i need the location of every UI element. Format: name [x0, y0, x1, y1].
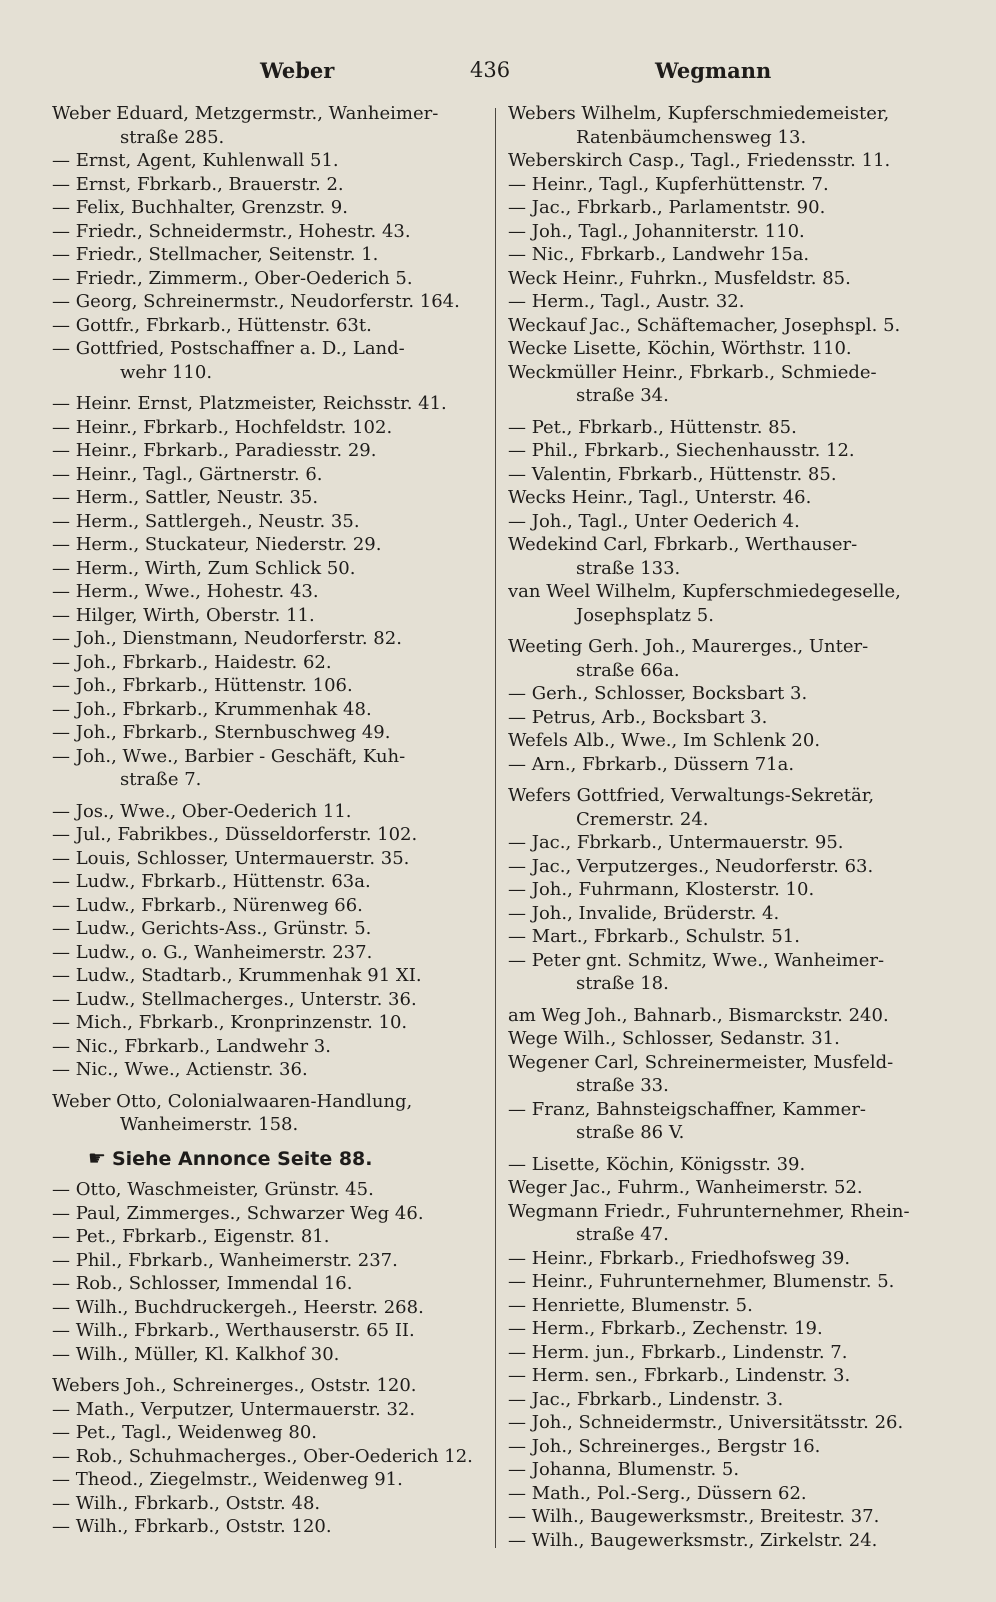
directory-entry-line: — Jac., Verputzerges., Neudorferstr. 63.: [508, 855, 874, 877]
directory-entry-line: Weckmüller Heinr., Fbrkarb., Schmiede-: [508, 361, 877, 383]
directory-entry-line: Weber Otto, Colonialwaaren-Handlung,: [52, 1090, 413, 1112]
directory-entry-line: — Wilh., Müller, Kl. Kalkhof 30.: [52, 1343, 340, 1365]
directory-entry-line: — Rob., Schlosser, Immendal 16.: [52, 1273, 353, 1294]
directory-entry-line: — Arn., Fbrkarb., Düssern 71a.: [508, 753, 795, 775]
directory-entry-line: — Herm., Sattlergeh., Neustr. 35.: [52, 510, 360, 532]
column-divider: [495, 108, 496, 1548]
page-header: [50, 58, 930, 88]
directory-entry-line: — Herm., Wwe., Hohestr. 43.: [52, 581, 319, 602]
directory-entry-line: — Paul, Zimmerges., Schwarzer Weg 46.: [52, 1202, 424, 1224]
directory-entry-line: Wefers Gottfried, Verwaltungs-Sekretär,: [508, 785, 875, 806]
directory-entry-line: — Hilger, Wirth, Oberstr. 11.: [52, 604, 315, 626]
directory-entry-line: straße 66a.: [576, 659, 680, 681]
directory-entry-line: — Joh., Invalide, Brüderstr. 4.: [508, 902, 780, 924]
directory-entry-line: — Joh., Fbrkarb., Haidestr. 62.: [52, 651, 332, 673]
directory-entry-line: — Joh., Wwe., Barbier - Geschäft, Kuh-: [52, 745, 406, 767]
directory-entry-line: — Otto, Waschmeister, Grünstr. 45.: [52, 1179, 374, 1200]
directory-entry-line: — Herm., Fbrkarb., Zechenstr. 19.: [508, 1318, 823, 1339]
directory-entry-line: — Gottfried, Postschaffner a. D., Land-: [52, 338, 405, 359]
directory-entry-line: — Wilh., Fbrkarb., Oststr. 48.: [52, 1492, 321, 1514]
directory-entry-line: — Rob., Schuhmacherges., Ober-Oederich 12.: [52, 1445, 473, 1467]
directory-entry-line: — Nic., Wwe., Actienstr. 36.: [52, 1059, 308, 1080]
directory-entry-line: — Johanna, Blumenstr. 5.: [508, 1459, 740, 1480]
annonce-reference: [52, 1147, 482, 1171]
directory-entry-line: — Jos., Wwe., Ober-Oederich 11.: [52, 800, 352, 822]
directory-entry-line: — Valentin, Fbrkarb., Hüttenstr. 85.: [508, 463, 837, 485]
directory-entry-line: — Phil., Fbrkarb., Wanheimerstr. 237.: [52, 1249, 398, 1271]
directory-entry-line: — Felix, Buchhalter, Grenzstr. 9.: [52, 197, 348, 218]
directory-entry-line: — Heinr., Fbrkarb., Hochfeldstr. 102.: [52, 416, 393, 438]
directory-entry-line: — Heinr., Tagl., Kupferhüttenstr. 7.: [508, 173, 829, 195]
directory-entry-line: — Herm. sen., Fbrkarb., Lindenstr. 3.: [508, 1365, 851, 1386]
directory-entry-line: — Ludw., Fbrkarb., Hüttenstr. 63a.: [52, 871, 371, 892]
directory-entry-line: straße 133.: [576, 557, 681, 579]
directory-entry-line: — Heinr., Fuhrunternehmer, Blumenstr. 5.: [508, 1271, 895, 1292]
directory-entry-line: — Gerh., Schlosser, Bocksbart 3.: [508, 683, 808, 704]
directory-entry-line: Josephsplatz 5.: [576, 604, 714, 626]
directory-entry-line: — Joh., Tagl., Unter Oederich 4.: [508, 510, 800, 532]
directory-entry-line: — Herm., Stuckateur, Niederstr. 29.: [52, 534, 382, 555]
directory-entry-line: — Wilh., Fbrkarb., Oststr. 120.: [52, 1516, 332, 1537]
directory-entry-line: — Ernst, Agent, Kuhlenwall 51.: [52, 150, 339, 171]
directory-entry-line: Webers Joh., Schreinerges., Oststr. 120.: [52, 1375, 417, 1396]
directory-entry-line: — Jac., Fbrkarb., Lindenstr. 3.: [508, 1388, 784, 1410]
directory-entry-line: — Heinr., Fbrkarb., Friedhofsweg 39.: [508, 1247, 851, 1269]
directory-entry-line: — Phil., Fbrkarb., Siechenhausstr. 12.: [508, 440, 855, 461]
directory-entry-line: — Math., Pol.-Serg., Düssern 62.: [508, 1482, 807, 1504]
directory-entry-line: — Heinr., Fbrkarb., Paradiesstr. 29.: [52, 440, 377, 461]
directory-entry-line: — Franz, Bahnsteigschaffner, Kammer-: [508, 1098, 867, 1120]
directory-entry-line: Cremerstr. 24.: [576, 808, 709, 830]
directory-entry-line: straße 33.: [576, 1075, 669, 1096]
directory-entry-line: straße 18.: [576, 973, 669, 994]
directory-entry-line: — Joh., Schneidermstr., Universitätsstr. 26.: [508, 1412, 904, 1433]
directory-entry-line: — Friedr., Zimmerm., Ober-Oederich 5.: [52, 267, 413, 289]
directory-entry-line: — Nic., Fbrkarb., Landwehr 3.: [52, 1035, 331, 1057]
directory-entry-line: — Friedr., Schneidermstr., Hohestr. 43.: [52, 220, 411, 242]
directory-entry-line: — Mich., Fbrkarb., Kronprinzenstr. 10.: [52, 1012, 408, 1033]
directory-entry-line: — Henriette, Blumenstr. 5.: [508, 1294, 753, 1316]
directory-entry-line: — Joh., Fbrkarb., Krummenhak 48.: [52, 698, 372, 720]
directory-entry-line: Webers Wilhelm, Kupferschmiedemeister,: [508, 103, 890, 124]
directory-entry-line: Wecke Lisette, Köchin, Wörthstr. 110.: [508, 338, 852, 359]
annonce-text: Siehe Annonce Seite 88.: [111, 1147, 373, 1170]
directory-entry-line: — Joh., Fbrkarb., Sternbuschweg 49.: [52, 722, 391, 743]
directory-entry-line: Wefels Alb., Wwe., Im Schlenk 20.: [508, 730, 821, 751]
directory-entry-line: — Ernst, Fbrkarb., Brauerstr. 2.: [52, 173, 344, 195]
directory-entry-line: — Math., Verputzer, Untermauerstr. 32.: [52, 1398, 416, 1420]
directory-entry-line: — Friedr., Stellmacher, Seitenstr. 1.: [52, 244, 379, 265]
directory-entry-line: Weeting Gerh. Joh., Maurerges., Unter-: [508, 636, 869, 657]
directory-entry-line: — Jac., Fbrkarb., Parlamentstr. 90.: [508, 197, 826, 218]
directory-entry-line: — Joh., Fuhrmann, Klosterstr. 10.: [508, 879, 815, 900]
directory-entry-line: — Pet., Fbrkarb., Eigenstr. 81.: [52, 1226, 330, 1247]
header-left-keyword: Weber: [260, 58, 335, 83]
directory-entry-line: — Ludw., Stadtarb., Krummenhak 91 XI.: [52, 965, 422, 986]
directory-entry-line: — Jul., Fabrikbes., Düsseldorferstr. 102.: [52, 824, 418, 845]
directory-entry-line: Weber Eduard, Metzgermstr., Wanheimer-: [52, 103, 439, 124]
directory-entry-line: — Joh., Tagl., Johanniterstr. 110.: [508, 220, 805, 242]
directory-entry-line: — Pet., Fbrkarb., Hüttenstr. 85.: [508, 416, 797, 438]
directory-entry-line: Wege Wilh., Schlosser, Sedanstr. 31.: [508, 1028, 840, 1049]
header-right-keyword: Wegmann: [655, 58, 772, 83]
directory-entry-line: — Theod., Ziegelmstr., Weidenweg 91.: [52, 1469, 403, 1490]
directory-entry-line: — Wilh., Baugewerksmstr., Breitestr. 37.: [508, 1506, 880, 1527]
directory-entry-line: — Peter gnt. Schmitz, Wwe., Wanheimer-: [508, 949, 885, 971]
directory-entry-line: — Nic., Fbrkarb., Landwehr 15a.: [508, 244, 810, 265]
directory-entry-line: — Herm., Tagl., Austr. 32.: [508, 291, 745, 312]
directory-entry-line: Weck Heinr., Fuhrkn., Musfeldstr. 85.: [508, 267, 851, 289]
directory-entry-line: straße 86 V.: [576, 1122, 685, 1143]
directory-entry-line: — Georg, Schreinermstr., Neudorferstr. 164.: [52, 291, 460, 312]
directory-entry-line: Weger Jac., Fuhrm., Wanheimerstr. 52.: [508, 1177, 863, 1198]
directory-entry-line: Wegener Carl, Schreinermeister, Musfeld-: [508, 1051, 894, 1073]
directory-entry-line: — Mart., Fbrkarb., Schulstr. 51.: [508, 926, 800, 947]
directory-entry-line: — Pet., Tagl., Weidenweg 80.: [52, 1422, 317, 1443]
directory-entry-line: van Weel Wilhelm, Kupferschmiedegeselle,: [508, 581, 901, 602]
directory-entry-line: — Herm., Wirth, Zum Schlick 50.: [52, 557, 356, 579]
directory-entry-line: — Jac., Fbrkarb., Untermauerstr. 95.: [508, 832, 844, 853]
directory-entry-line: — Wilh., Buchdruckergeh., Heerstr. 268.: [52, 1296, 424, 1318]
directory-entry-line: — Herm., Sattler, Neustr. 35.: [52, 487, 319, 508]
directory-entry-line: — Ludw., Stellmacherges., Unterstr. 36.: [52, 988, 417, 1010]
directory-entry-line: — Gottfr., Fbrkarb., Hüttenstr. 63t.: [52, 314, 372, 336]
directory-entry-line: Ratenbäumchensweg 13.: [576, 126, 807, 148]
directory-entry-line: — Petrus, Arb., Bocksbart 3.: [508, 706, 768, 728]
directory-entry-line: Wecks Heinr., Tagl., Unterstr. 46.: [508, 487, 812, 508]
directory-entry-line: — Ludw., Gerichts-Ass., Grünstr. 5.: [52, 918, 372, 939]
directory-entry-line: Weberskirch Casp., Tagl., Friedensstr. 11.: [508, 150, 891, 171]
directory-entry-line: Wanheimerstr. 158.: [120, 1114, 299, 1135]
directory-entry-line: — Joh., Fbrkarb., Hüttenstr. 106.: [52, 675, 353, 696]
directory-entry-line: — Ludw., o. G., Wanheimerstr. 237.: [52, 941, 373, 963]
left-column: [52, 102, 482, 1539]
directory-entry-line: — Ludw., Fbrkarb., Nürenweg 66.: [52, 894, 363, 916]
right-column: [508, 102, 938, 1552]
directory-entry-line: — Herm. jun., Fbrkarb., Lindenstr. 7.: [508, 1341, 848, 1363]
directory-entry-line: straße 34.: [576, 385, 669, 406]
directory-entry-line: — Wilh., Baugewerksmstr., Zirkelstr. 24.: [508, 1529, 878, 1551]
directory-entry-line: straße 285.: [120, 126, 225, 148]
directory-entry-line: — Heinr., Tagl., Gärtnerstr. 6.: [52, 463, 323, 485]
pointing-hand-icon: ☛: [88, 1146, 106, 1170]
directory-entry-line: Wedekind Carl, Fbrkarb., Werthauser-: [508, 534, 858, 555]
directory-entry-line: — Wilh., Fbrkarb., Werthauserstr. 65 II.: [52, 1320, 415, 1341]
directory-entry-line: — Louis, Schlosser, Untermauerstr. 35.: [52, 847, 410, 869]
directory-entry-line: — Lisette, Köchin, Königsstr. 39.: [508, 1153, 806, 1175]
directory-entry-line: Wegmann Friedr., Fuhrunternehmer, Rhein-: [508, 1200, 910, 1222]
directory-entry-line: — Joh., Dienstmann, Neudorferstr. 82.: [52, 628, 402, 649]
directory-entry-line: straße 7.: [120, 769, 202, 790]
directory-entry-line: Weckauf Jac., Schäftemacher, Josephspl. 5.: [508, 314, 901, 336]
directory-entry-line: — Heinr. Ernst, Platzmeister, Reichsstr. 41.: [52, 393, 447, 414]
directory-entry-line: straße 47.: [576, 1224, 669, 1245]
directory-entry-line: — Joh., Schreinerges., Bergstr 16.: [508, 1435, 821, 1457]
directory-entry-line: am Weg Joh., Bahnarb., Bismarckstr. 240.: [508, 1004, 889, 1026]
directory-entry-line: wehr 110.: [120, 361, 213, 383]
page-number: 436: [470, 58, 511, 82]
